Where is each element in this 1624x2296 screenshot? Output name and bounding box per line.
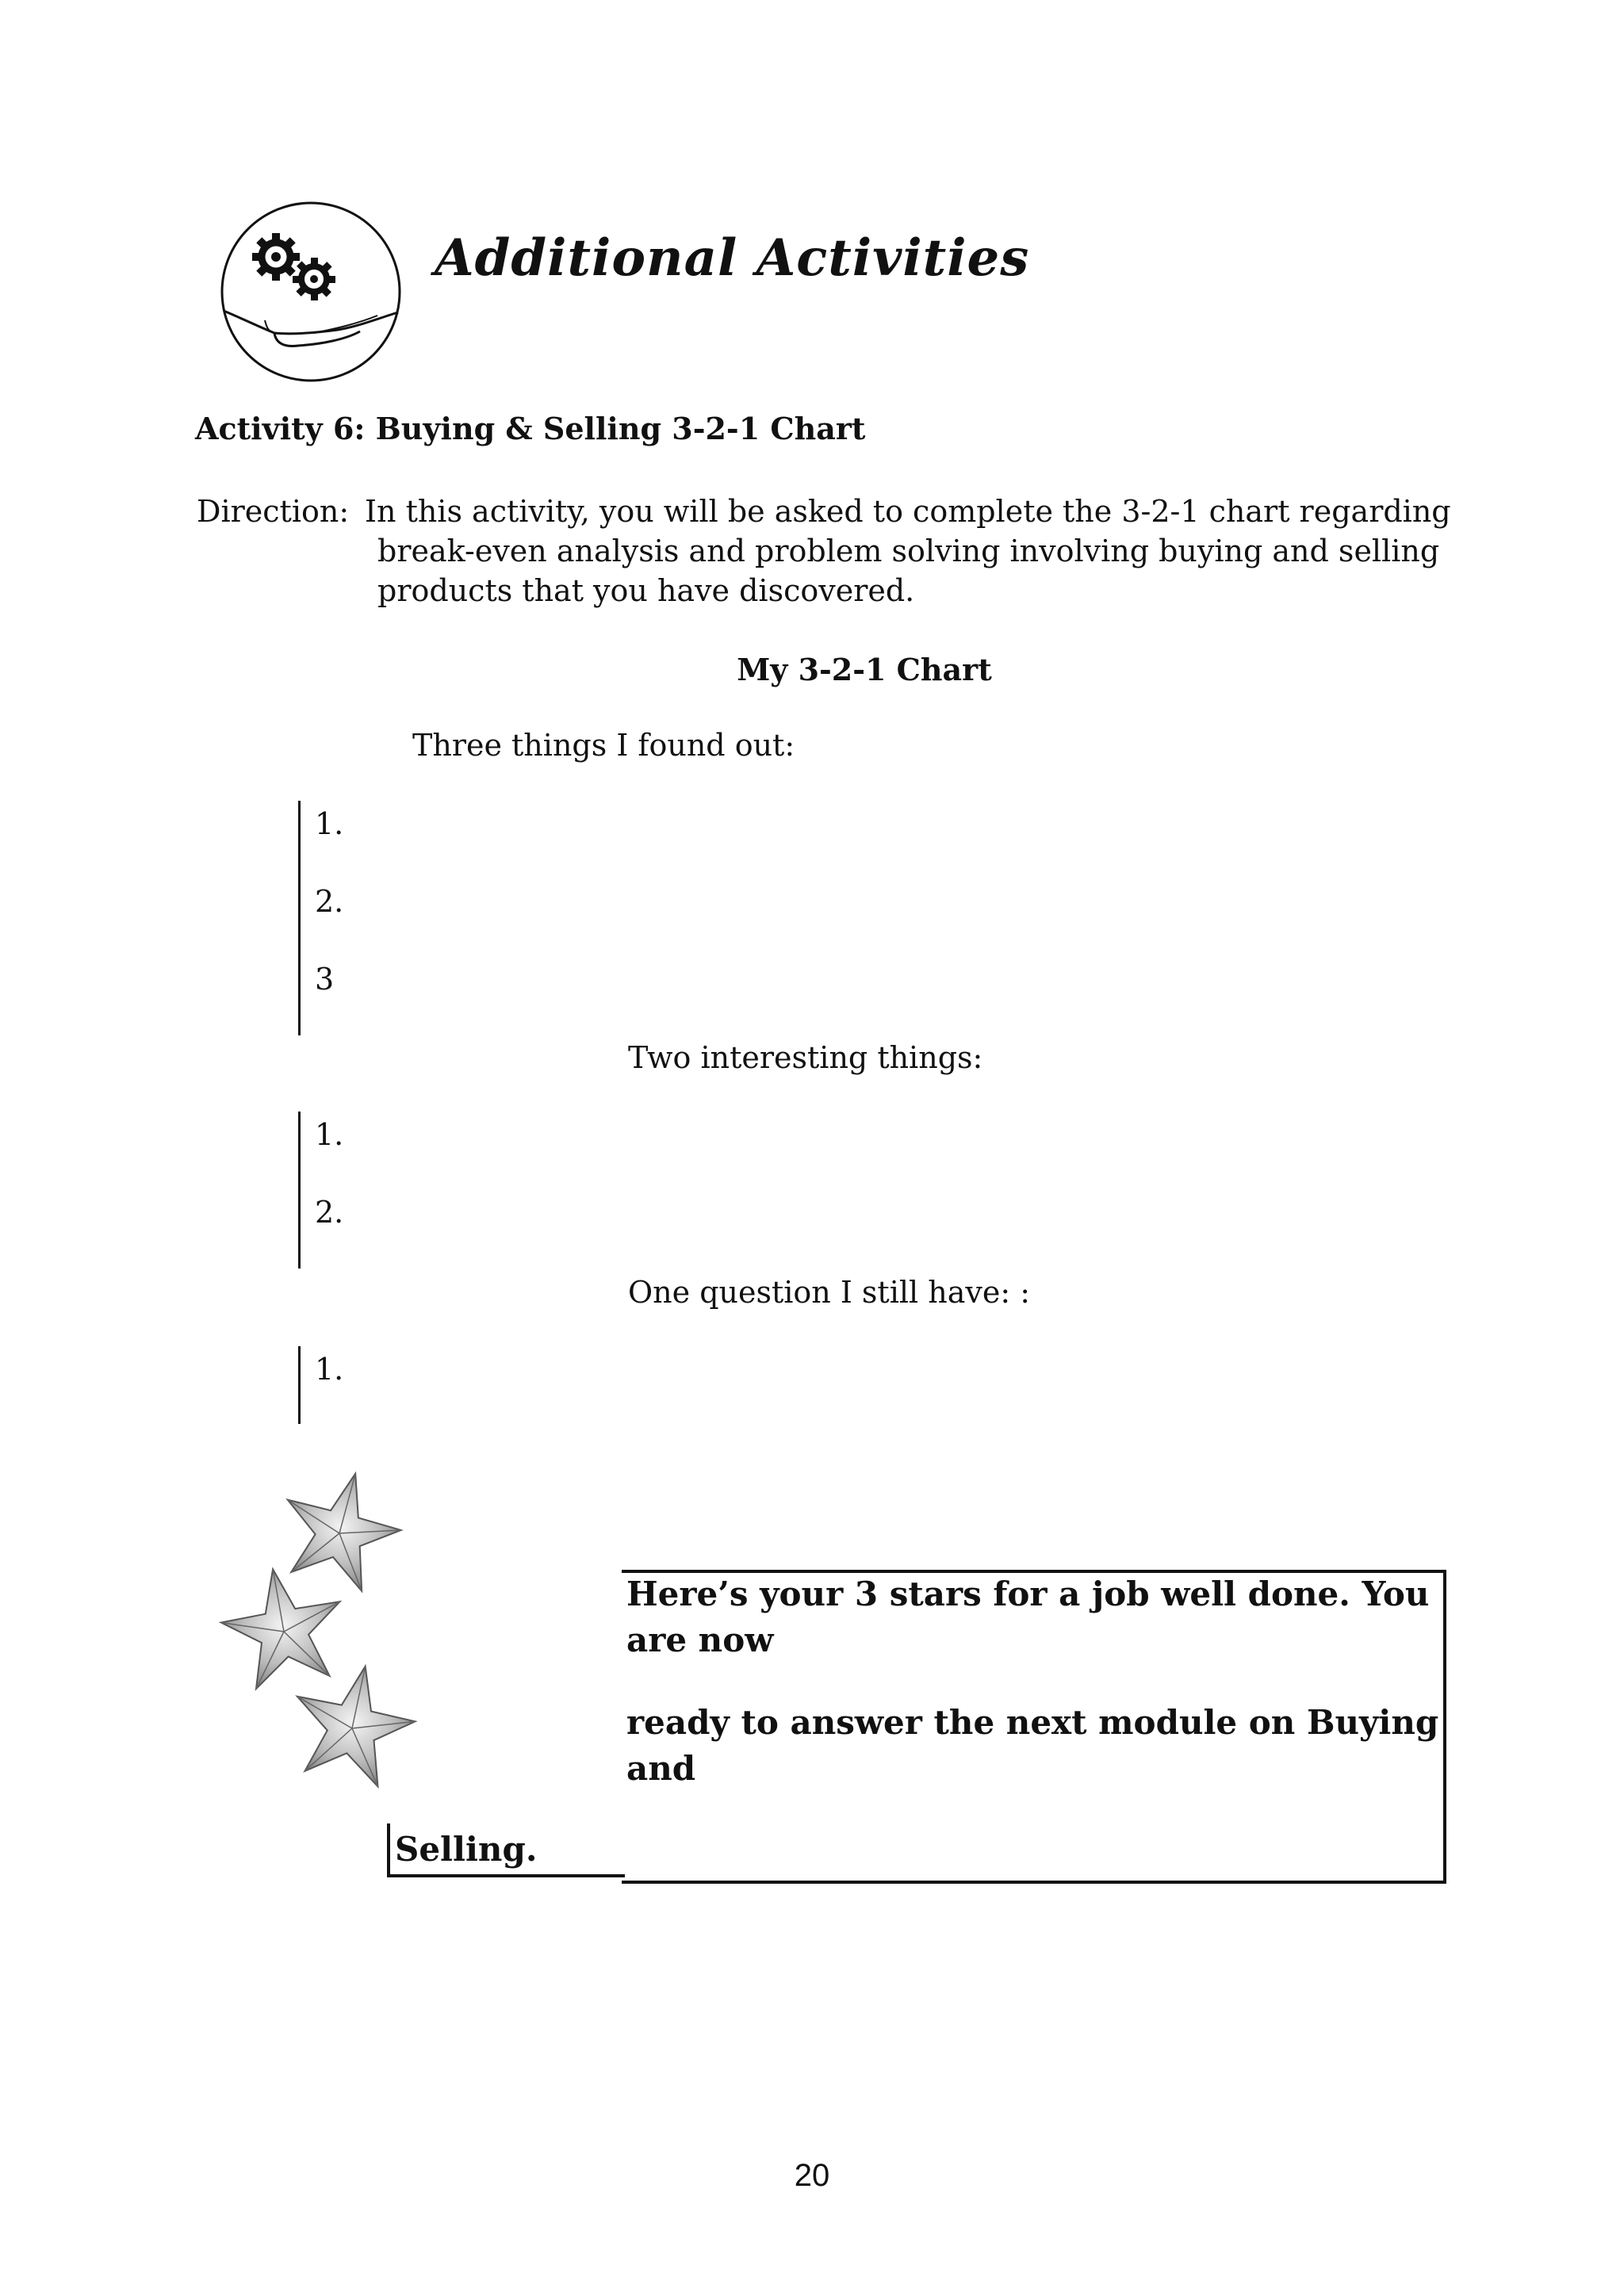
direction-line: break-even analysis and problem solving involving buying and selling [377, 534, 1440, 568]
chart-title: My 3-2-1 Chart [737, 652, 992, 687]
closing-line-1: Here’s your 3 stars for a job well done. You are now [626, 1575, 1430, 1659]
page-title: Additional Activities [435, 228, 1030, 288]
list-item: 2. [315, 884, 344, 919]
section-heading-two: Two interesting things: [628, 1040, 983, 1075]
direction-line: In this activity, you will be asked to complete the 3-2-1 chart regarding [365, 494, 1451, 529]
direction-paragraph [197, 492, 1451, 610]
closing-callout [387, 1570, 1442, 1877]
closing-line-2: ready to answer the next module on Buying and [626, 1703, 1439, 1788]
list-item: 1. [315, 1117, 344, 1152]
list-item: 1. [315, 806, 344, 841]
activity-title: Activity 6: Buying & Selling 3-2-1 Chart [195, 411, 866, 446]
section-heading-one: One question I still have: : [628, 1275, 1031, 1310]
direction-label: Direction: [197, 494, 350, 529]
list-three-things [298, 801, 343, 1035]
closing-line-3: Selling. [395, 1830, 538, 1869]
list-item: 1. [315, 1352, 344, 1387]
list-item: 3 [315, 962, 335, 997]
section-heading-three: Three things I found out: [412, 728, 795, 763]
gears-in-hand-icon [219, 200, 403, 384]
list-two-things [298, 1112, 343, 1269]
callout-bottom-bar [387, 1874, 625, 1877]
list-item: 2. [315, 1195, 344, 1230]
callout-left-bar [387, 1823, 390, 1877]
list-one-question [298, 1346, 343, 1424]
page-number: 20 [794, 2158, 830, 2193]
direction-line: products that you have discovered. [377, 573, 915, 608]
